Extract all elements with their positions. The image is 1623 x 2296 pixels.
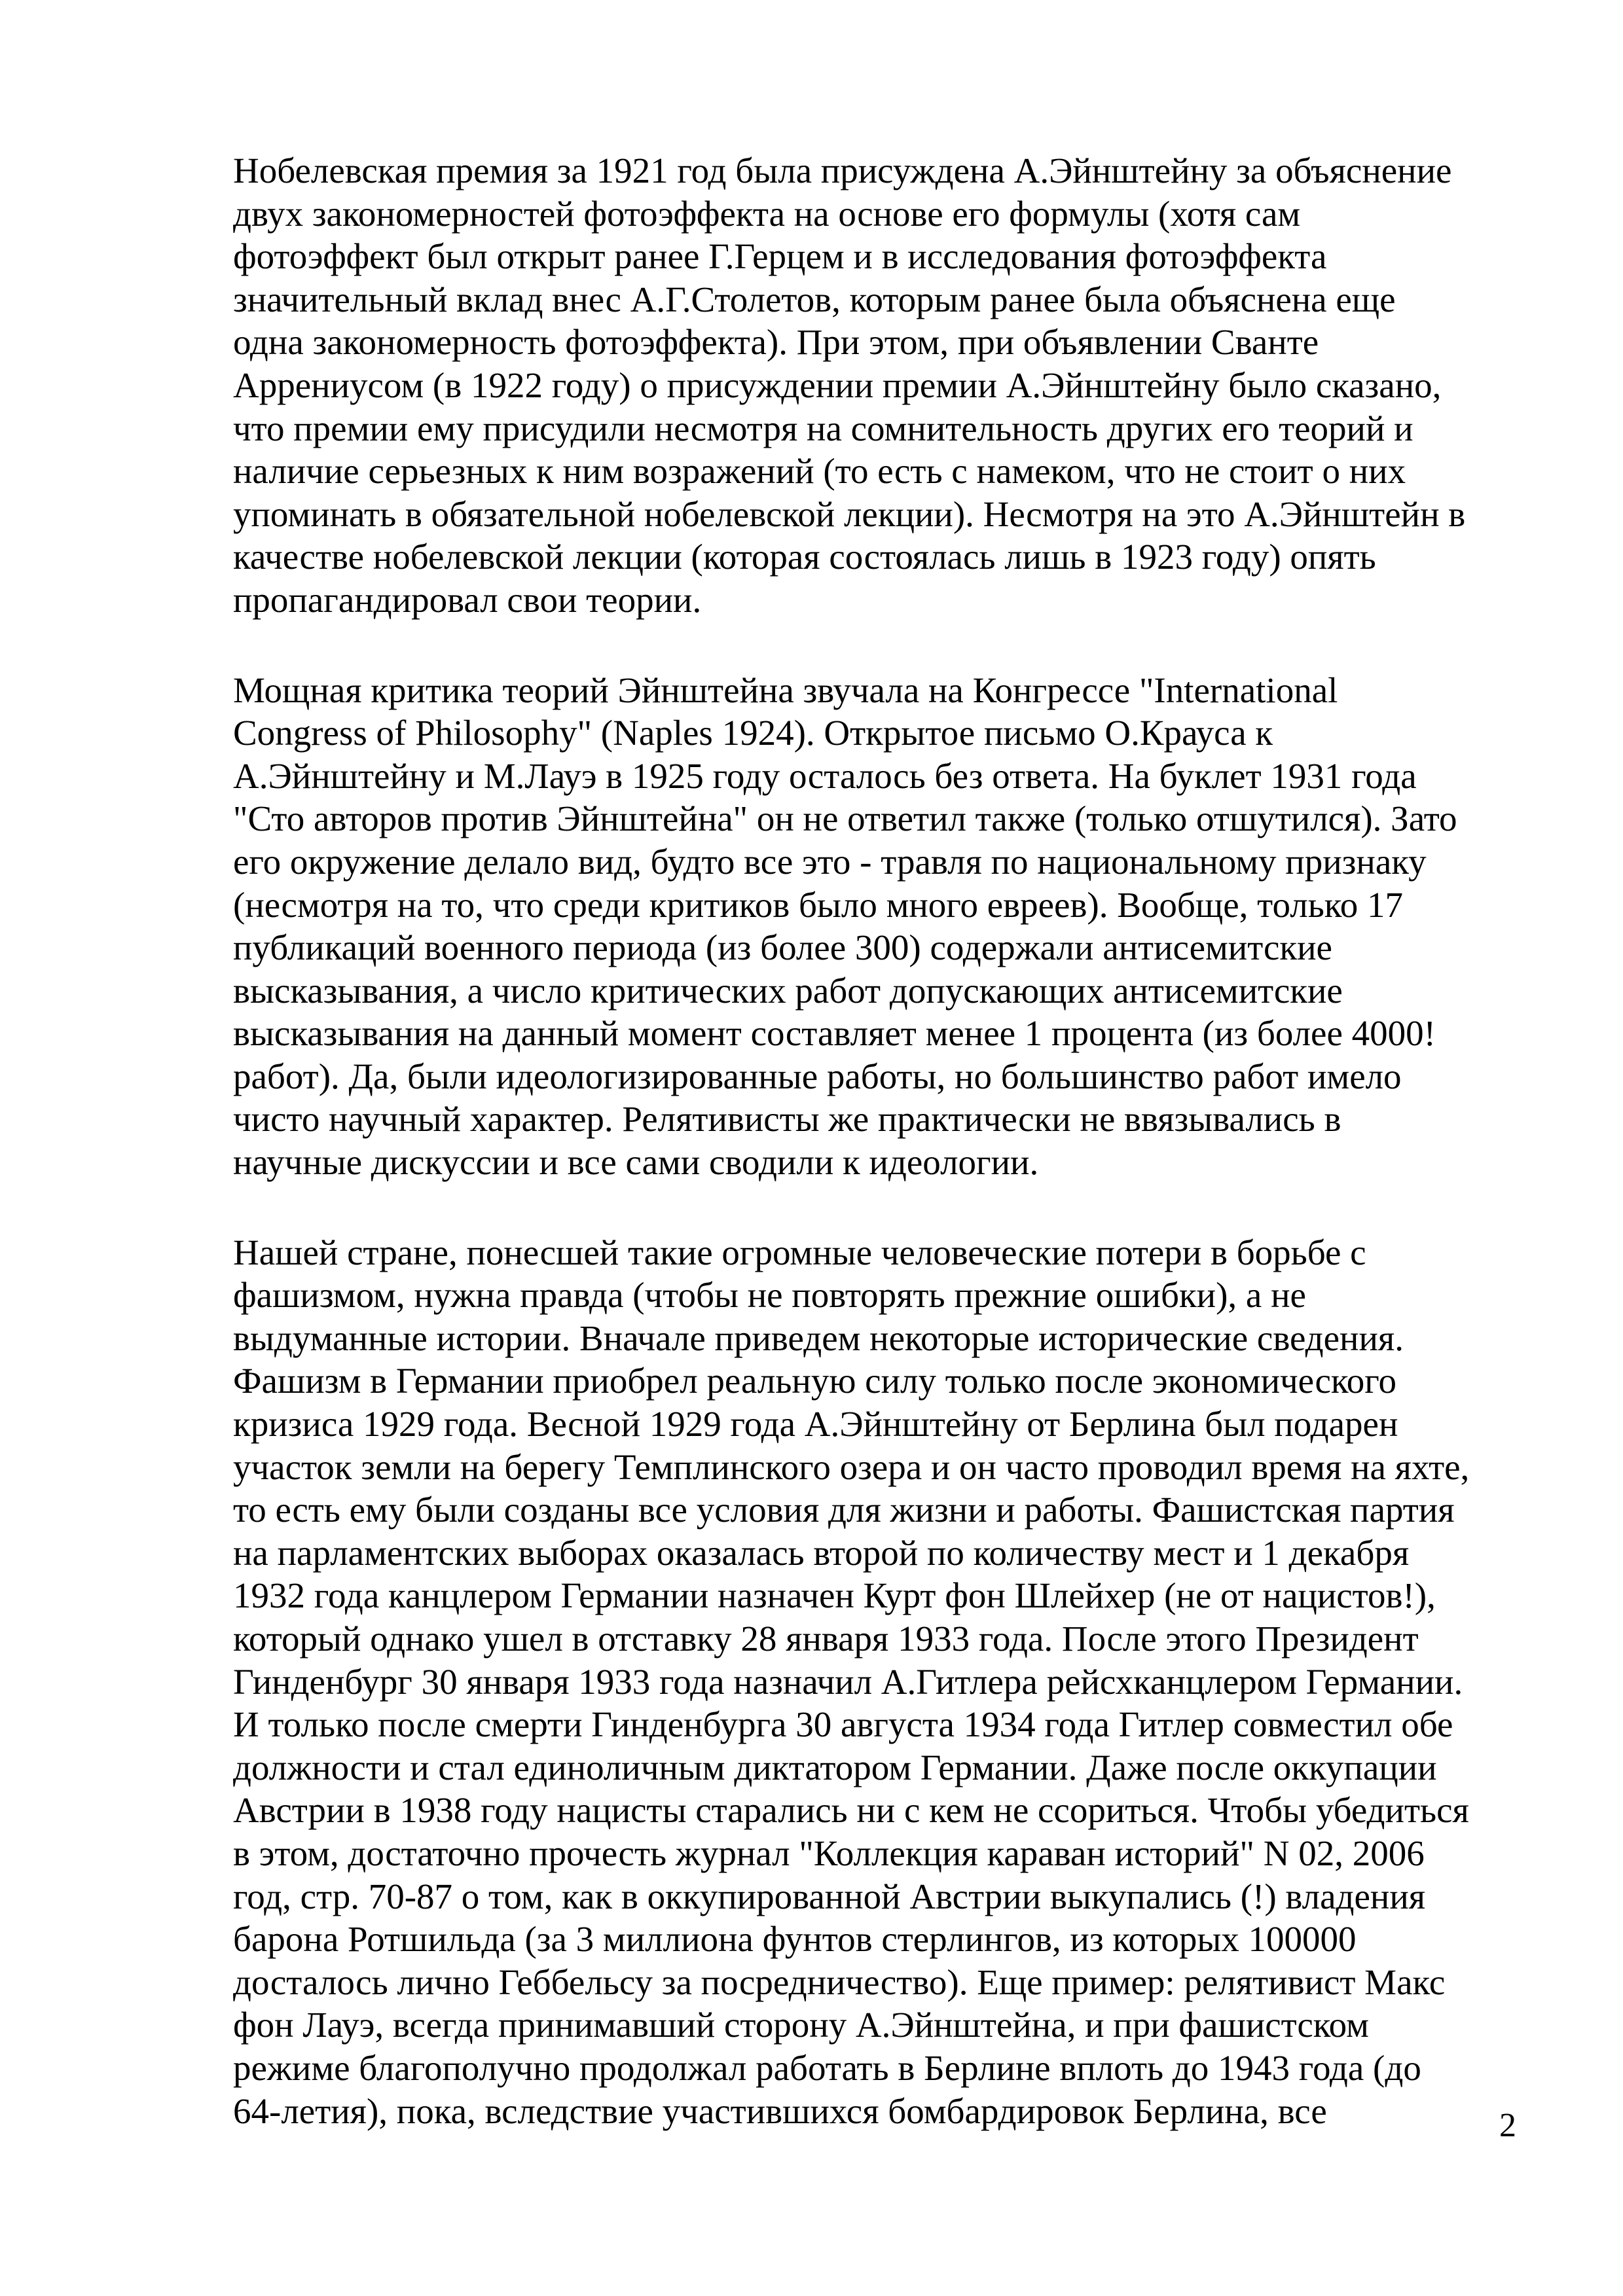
text-line: Гинденбург 30 января 1933 года назначил А.Гитлера рейсхканцлером Германии.	[233, 1661, 1463, 1702]
text-line: А.Эйнштейну и М.Лауэ в 1925 году осталось без ответа. На буклет 1931 года	[233, 755, 1417, 796]
text-line: барона Ротшильда (за 3 миллиона фунтов стерлингов, из которых 100000	[233, 1919, 1357, 1960]
text-line: Congress of Philosophy" (Naples 1924). Открытое письмо О.Крауса к	[233, 713, 1273, 753]
text-line: Нобелевская премия за 1921 год была присуждена А.Эйнштейну за объяснение	[233, 151, 1452, 190]
text-line: фашизмом, нужна правда (чтобы не повторять прежние ошибки), а не	[233, 1275, 1306, 1316]
document-body	[233, 149, 1516, 2179]
text-line: работ). Да, были идеологизированные работы, но большинство работ имело	[233, 1056, 1402, 1096]
text-line: Мощная критика теорий Эйнштейна звучала на Конгрессе "International	[233, 670, 1338, 710]
text-line: 1932 года канцлером Германии назначен Курт фон Шлейхер (не от нацистов!),	[233, 1575, 1436, 1616]
text-line: на парламентских выборах оказалась второй по количеству мест и 1 декабря	[233, 1532, 1410, 1573]
text-line: "Сто авторов против Эйнштейна" он не ответил также (только отшутился). Зато	[233, 798, 1457, 839]
text-line: И только после смерти Гинденбурга 30 августа 1934 года Гитлер совместил обе	[233, 1704, 1453, 1745]
text-line: фотоэффект был открыт ранее Г.Герцем и в исследования фотоэффекта	[233, 236, 1327, 277]
text-line: в этом, достаточно прочесть журнал "Коллекция караван историй" N 02, 2006	[233, 1833, 1425, 1873]
text-line: 64-летия), пока, вследствие участившихся бомбардировок Берлина, все	[233, 2090, 1327, 2131]
text-line: Фашизм в Германии приобрел реальную силу только после экономического	[233, 1361, 1396, 1401]
text-line: научные дискуссии и все сами сводили к идеологии.	[233, 1142, 1039, 1183]
text-line: пропагандировал свои теории.	[233, 579, 702, 620]
text-line: (несмотря на то, что среди критиков было много евреев). Вообще, только 17	[233, 884, 1403, 925]
text-line: то есть ему были созданы все условия для жизни и работы. Фашистская партия	[233, 1490, 1455, 1530]
text-line: должности и стал единоличным диктатором Германии. Даже после оккупации	[233, 1747, 1437, 1787]
paragraph-1	[233, 149, 1516, 622]
text-line: одна закономерность фотоэффекта). При этом, при объявлении Сванте	[233, 322, 1319, 363]
text-line: участок земли на берегу Темплинского озера и он часто проводил время на яхте,	[233, 1446, 1470, 1487]
text-line: Аррениусом (в 1922 году) о присуждении премии А.Эйнштейну было сказано,	[233, 365, 1442, 405]
text-line: наличие серьезных к ним возражений (то есть с намеком, что не стоит о них	[233, 451, 1406, 492]
text-line: Нашей стране, понесшей такие огромные человеческие потери в борьбе с	[233, 1232, 1366, 1272]
text-line: высказывания, а число критических работ допускающих антисемитские	[233, 970, 1343, 1011]
text-line: фон Лауэ, всегда принимавший сторону А.Эйнштейна, и при фашистском	[233, 2005, 1369, 2045]
text-line: досталось лично Геббельсу за посредничество). Еще пример: релятивист Макс	[233, 1962, 1446, 2002]
text-line: что премии ему присудили несмотря на сомнительность других его теорий и	[233, 408, 1413, 448]
text-line: качестве нобелевской лекции (которая состоялась лишь в 1923 году) опять	[233, 537, 1376, 577]
text-line: упоминать в обязательной нобелевской лекции). Несмотря на это А.Эйнштейн в	[233, 493, 1466, 534]
text-line: его окружение делало вид, будто все это - травля по национальному признаку	[233, 841, 1427, 882]
paragraph-2	[233, 669, 1516, 1184]
text-line: Австрии в 1938 году нацисты старались ни с кем не ссориться. Чтобы убедиться	[233, 1790, 1469, 1831]
text-line: высказывания на данный момент составляет менее 1 процента (из более 4000!	[233, 1013, 1436, 1054]
text-line: режиме благополучно продолжал работать в Берлине вплоть до 1943 года (до	[233, 2047, 1421, 2088]
paragraph-3	[233, 1231, 1516, 2132]
text-line: значительный вклад внес А.Г.Столетов, которым ранее была объяснена еще	[233, 279, 1396, 319]
text-line: публикаций военного периода (из более 300) содержали антисемитские	[233, 927, 1332, 968]
page-number: 2	[1499, 2107, 1516, 2144]
text-line: двух закономерностей фотоэффекта на основе его формулы (хотя сам	[233, 193, 1301, 234]
text-line: выдуманные истории. Вначале приведем некоторые исторические сведения.	[233, 1318, 1404, 1358]
text-line: год, стр. 70-87 о том, как в оккупированной Австрии выкупались (!) владения	[233, 1876, 1426, 1916]
text-line: кризиса 1929 года. Весной 1929 года А.Эйнштейну от Берлина был подарен	[233, 1404, 1398, 1444]
text-line: чисто научный характер. Релятивисты же практически не ввязывались в	[233, 1099, 1341, 1139]
text-line: который однако ушел в отставку 28 января 1933 года. После этого Президент	[233, 1619, 1419, 1659]
